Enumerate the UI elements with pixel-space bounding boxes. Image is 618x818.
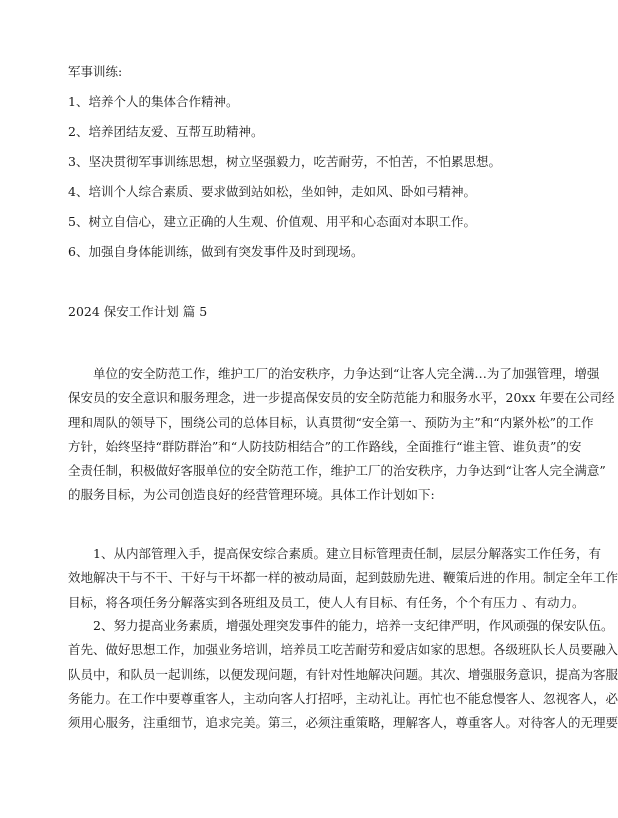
paragraph-line: 1、从内部管理入手，提高保安综合素质。建立目标管理责任制，层层分解落实工作任务，有 — [93, 546, 601, 561]
list-item: 6、加强自身体能训练，做到有突发事件及时到现场。 — [68, 244, 364, 259]
paragraph-line: 务能力。在工作中要尊重客人，主动向客人打招呼，主动礼让。再忙也不能怠慢客人、忽视客人，必 — [68, 690, 618, 706]
paragraph-line: 的服务目标，为公司创造良好的经营管理环境。具体工作计划如下: — [68, 487, 435, 503]
paragraph-line: 单位的安全防范工作，维护工厂的治安秩序，力争达到“让客人完全满…为了加强管理，增强 — [93, 366, 600, 381]
paragraph-line: 队员中，和队员一起训练，以便发现问题，有针对性地解决问题。其次、增强服务意识，提高为客服 — [68, 666, 618, 682]
paragraph-line: 2、努力提高业务素质，增强处理突发事件的能力，培养一支纪律严明，作风顽强的保安队伍。 — [93, 618, 614, 633]
paragraph-line: 目标，将各项任务分解落实到各班组及员工，使人人有目标、有任务，个个有压力 、有动力。 — [68, 594, 585, 610]
list-item: 5、树立自信心，建立正确的人生观、价值观、用平和心态面对本职工作。 — [68, 214, 476, 229]
paragraph-line: 须用心服务，注重细节，追求完美。第三，必须注重策略，理解客人，尊重客人。对待客人的无理要 — [68, 715, 618, 731]
paragraph-line: 保安员的安全意识和服务理念，进一步提高保安员的安全防范能力和服务水平，20xx 年要在公司经 — [68, 390, 615, 406]
paragraph-line: 方针，始终坚持“群防群治”和“人防技防相结合”的工作路线，全面推行“谁主管、谁负责”的安 — [68, 438, 582, 454]
list-item: 2、培养团结友爱、互帮互助精神。 — [68, 124, 264, 139]
paragraph-point-2 — [68, 614, 618, 735]
list-item: 1、培养个人的集体合作精神。 — [68, 94, 239, 109]
training-heading: 军事训练: — [68, 64, 123, 79]
paragraph-point-1 — [68, 542, 618, 615]
list-item: 3、坚决贯彻军事训练思想，树立坚强毅力，吃苦耐劳，不怕苦，不怕累思想。 — [68, 154, 501, 169]
paragraph-line: 效地解决干与不干、干好与干坏都一样的被动局面，起到鼓励先进、鞭策后进的作用。制定全年工作 — [68, 570, 618, 586]
list-item: 4、培训个人综合素质、要求做到站如松，坐如钟，走如风、卧如弓精神。 — [68, 184, 476, 199]
paragraph-intro — [68, 362, 615, 508]
paragraph-line: 首先、做好思想工作，加强业务培训，培养员工吃苦耐劳和爱店如家的思想。各级班队长人员要融入 — [68, 642, 618, 658]
paragraph-line: 理和周队的领导下，围绕公司的总体目标，认真贯彻“安全第一、预防为主”和“内紧外松”的工作 — [68, 414, 594, 430]
paragraph-line: 全责任制，积极做好客服单位的安全防范工作，维护工厂的治安秩序，力争达到“让客人完全满意” — [68, 463, 606, 479]
section-title: 2024 保安工作计划 篇 5 — [68, 304, 208, 319]
